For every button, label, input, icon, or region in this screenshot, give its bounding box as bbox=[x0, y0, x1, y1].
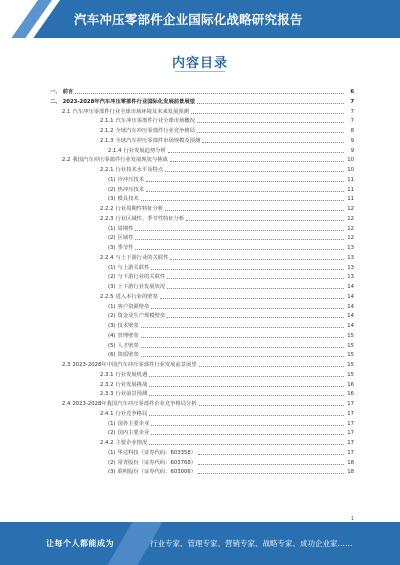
toc-entry-title: 我国汽车冲压零部件行业发展现状与挑战 bbox=[72, 157, 168, 164]
toc-dot-leader bbox=[186, 220, 344, 221]
toc-entry-page: 11 bbox=[347, 176, 354, 183]
toc-entry-page: 13 bbox=[347, 245, 354, 251]
toc-entry-page: 12 bbox=[347, 235, 354, 242]
toc-entry-title: 华达科技（证券代码：603358） bbox=[117, 449, 197, 456]
toc-entry-number: 2.1.1 bbox=[100, 118, 114, 125]
toc-entry[interactable] bbox=[62, 359, 354, 368]
toc-entry-title: 进入本行业的壁垒 bbox=[115, 293, 158, 300]
toc-entry-title: 汽车冲压零部件行业全球市场概况 bbox=[115, 118, 195, 125]
toc-entry-title: 资质壁垒 bbox=[117, 352, 139, 359]
toc-dot-leader bbox=[198, 473, 344, 474]
toc-entry-number: (2) bbox=[108, 274, 116, 281]
toc-dot-leader bbox=[135, 249, 344, 250]
toc-entry[interactable] bbox=[108, 193, 354, 202]
toc-entry-page: 18 bbox=[347, 469, 354, 476]
toc-entry[interactable] bbox=[100, 437, 354, 446]
toc-entry[interactable] bbox=[108, 271, 354, 280]
toc-entry-page: 7 bbox=[350, 98, 354, 105]
toc-entry-number: 2.4 bbox=[62, 401, 71, 407]
toc-dot-leader bbox=[141, 356, 344, 357]
toc-entry-page: 7 bbox=[350, 118, 354, 125]
toc-entry-page: 13 bbox=[347, 264, 354, 271]
toc-entry-page: 12 bbox=[347, 206, 354, 212]
toc-entry-page: 14 bbox=[347, 303, 354, 310]
toc-entry-number: (1) bbox=[108, 303, 116, 310]
toc-dot-leader bbox=[141, 337, 344, 338]
toc-entry[interactable] bbox=[108, 330, 354, 339]
toc-entry[interactable] bbox=[108, 320, 354, 329]
toc-entry[interactable] bbox=[100, 135, 354, 144]
toc-entry-title: 2023-2028年中国汽车冲压零部件行业发展前景展望 bbox=[72, 362, 197, 368]
toc-entry-number: (3) bbox=[108, 245, 116, 251]
toc-entry-title: 联明股份（证券代码：603006） bbox=[117, 469, 197, 476]
toc-dot-leader bbox=[141, 327, 344, 328]
toc-entry[interactable] bbox=[108, 174, 354, 183]
toc-entry-number: 2.3.3 bbox=[100, 391, 114, 398]
heading-rule bbox=[175, 71, 225, 72]
toc-dot-leader bbox=[149, 376, 344, 377]
toc-entry-number: (3) bbox=[108, 323, 116, 329]
toc-entry-number: (2) bbox=[108, 313, 116, 320]
toc-entry[interactable] bbox=[108, 145, 354, 154]
toc-entry-number: 2.2.1 bbox=[100, 167, 114, 173]
toc-entry-page: 10 bbox=[347, 157, 354, 164]
toc-entry-number: 2.3 bbox=[62, 362, 71, 368]
toc-dot-leader bbox=[151, 269, 344, 270]
toc-dot-leader bbox=[198, 454, 344, 455]
toc-entry-title: 行业周期性特征分析 bbox=[115, 206, 164, 212]
toc-entry-title: 行业发展挑战 bbox=[115, 381, 148, 388]
toc-entry-title: 国外主要企业 bbox=[117, 420, 150, 427]
toc-entry-title: 模具技术 bbox=[117, 196, 139, 203]
toc-entry[interactable] bbox=[108, 427, 354, 436]
footer-slogan-left: 让每个人都能成为 bbox=[46, 539, 114, 548]
toc-entry[interactable] bbox=[100, 213, 354, 222]
toc-entry[interactable] bbox=[100, 408, 354, 417]
toc-entry-number: (1) bbox=[108, 420, 116, 427]
toc-dot-leader bbox=[149, 386, 344, 387]
toc-entry[interactable] bbox=[100, 164, 354, 173]
toc-entry-page: 10 bbox=[347, 167, 354, 173]
report-header bbox=[0, 0, 400, 38]
report-footer bbox=[0, 522, 400, 565]
toc-entry-page: 12 bbox=[347, 225, 354, 232]
toc-entry-title: 周期性 bbox=[117, 225, 134, 232]
toc-entry[interactable] bbox=[108, 418, 354, 427]
toc-dot-leader bbox=[151, 434, 344, 435]
toc-entry-title: 与下游行业的关联性 bbox=[117, 274, 166, 281]
toc-entry-title: 热冲压技术 bbox=[117, 186, 145, 193]
toc-entry[interactable] bbox=[108, 457, 354, 466]
toc-entry[interactable] bbox=[50, 86, 354, 95]
toc-entry-title: 上下游行业发展状况 bbox=[117, 284, 166, 290]
toc-entry-number: (6) bbox=[108, 352, 116, 359]
toc-entry-page: 11 bbox=[347, 186, 354, 193]
toc-entry-title: 与上下游行业的关联性 bbox=[115, 254, 169, 261]
toc-entry-page: 17 bbox=[347, 410, 354, 417]
toc-entry[interactable] bbox=[108, 262, 354, 271]
toc-entry[interactable] bbox=[100, 252, 354, 261]
toc-entry-page: 7 bbox=[350, 108, 354, 115]
toc-entry-page: 15 bbox=[347, 342, 354, 349]
toc-dot-leader bbox=[75, 93, 344, 94]
toc-entry-title: 2023-2028年我国汽车冲压零部件企业竞争格局分析 bbox=[72, 401, 197, 407]
toc-entry-number: 2.1 bbox=[62, 108, 71, 115]
toc-entry-title: 国内主要企业 bbox=[117, 430, 150, 437]
toc-entry-page: 17 bbox=[347, 449, 354, 456]
toc-entry[interactable] bbox=[108, 223, 354, 232]
toc-entry-page: 15 bbox=[347, 362, 354, 368]
toc-entry[interactable] bbox=[100, 369, 354, 378]
toc-dot-leader bbox=[141, 200, 344, 201]
toc-entry-page: 14 bbox=[347, 284, 354, 290]
toc-heading: 内容目录 bbox=[171, 56, 228, 71]
toc-entry[interactable] bbox=[108, 466, 354, 475]
toc-dot-leader bbox=[135, 230, 344, 231]
toc-entry-number: (4) bbox=[108, 332, 116, 339]
toc-entry[interactable] bbox=[108, 184, 354, 193]
toc-entry[interactable] bbox=[108, 447, 354, 456]
toc-entry-page: 14 bbox=[347, 323, 354, 329]
toc-entry[interactable] bbox=[100, 203, 354, 212]
toc-entry-page: 9 bbox=[350, 137, 354, 144]
toc-entry-number: 2.1.4 bbox=[108, 147, 122, 154]
toc-entry-title: 技术壁垒 bbox=[117, 323, 139, 329]
toc-entry-page: 11 bbox=[347, 196, 354, 203]
toc-entry-title: 全球汽车冲压零部件行业竞争格局 bbox=[115, 128, 195, 134]
toc-entry-number: (2) bbox=[108, 235, 116, 242]
toc-entry-number: 2.3.2 bbox=[100, 381, 114, 388]
toc-entry-page: 14 bbox=[347, 313, 354, 320]
toc-dot-leader bbox=[170, 259, 344, 260]
toc-entry-title: 2023-2028年汽车冲压零部件行业国际化发展前景展望 bbox=[62, 98, 195, 105]
toc-entry-number: (1) bbox=[108, 449, 116, 456]
toc-entry-page: 15 bbox=[347, 352, 354, 359]
table-of-contents bbox=[0, 86, 400, 516]
toc-dot-leader bbox=[199, 405, 344, 406]
toc-entry-number: (1) bbox=[108, 176, 116, 183]
toc-entry[interactable] bbox=[108, 349, 354, 358]
toc-entry-page: 8 bbox=[350, 128, 354, 134]
toc-entry[interactable] bbox=[62, 106, 354, 115]
toc-entry-title: 行业前景预测 bbox=[115, 391, 148, 398]
toc-entry-page: 17 bbox=[347, 401, 354, 407]
toc-entry-number: (1) bbox=[108, 225, 116, 232]
toc-entry-page: 13 bbox=[347, 254, 354, 261]
toc-entry-page: 17 bbox=[347, 430, 354, 437]
toc-entry[interactable] bbox=[100, 291, 354, 300]
toc-entry-page: 12 bbox=[347, 215, 354, 222]
toc-entry-page: 15 bbox=[347, 332, 354, 339]
toc-dot-leader bbox=[199, 366, 344, 367]
toc-dot-leader bbox=[149, 444, 344, 445]
toc-entry-number: 2.2.5 bbox=[100, 293, 114, 300]
toc-dot-leader bbox=[167, 288, 344, 289]
toc-entry-page: 14 bbox=[347, 293, 354, 300]
toc-dot-leader bbox=[165, 171, 344, 172]
toc-entry-number: 2.4.2 bbox=[100, 440, 114, 446]
toc-entry-title: 行业发展趋势分析 bbox=[123, 147, 166, 154]
toc-entry-number: 2.2.2 bbox=[100, 206, 114, 212]
toc-entry-title: 全球汽车冲压零部件市场规模及预测 bbox=[115, 137, 201, 144]
toc-entry-page: 17 bbox=[347, 420, 354, 427]
toc-entry[interactable] bbox=[108, 242, 354, 251]
toc-dot-leader bbox=[149, 415, 344, 416]
toc-entry-title: 常青股份（证券代码：603768） bbox=[117, 459, 197, 466]
toc-entry[interactable] bbox=[108, 281, 354, 290]
toc-entry-title: 行业技术水平及特点 bbox=[115, 167, 164, 173]
toc-entry-title: 主要企业情况 bbox=[115, 440, 148, 446]
toc-entry[interactable] bbox=[108, 310, 354, 319]
footer-slogan-right: 行业专家、管理专家、营销专家、战略专家、成功企业家…… bbox=[150, 539, 353, 548]
toc-entry[interactable] bbox=[100, 115, 354, 124]
toc-entry-number: (3) bbox=[108, 196, 116, 203]
toc-dot-leader bbox=[167, 317, 344, 318]
toc-entry-title: 季节性 bbox=[117, 245, 134, 251]
toc-dot-leader bbox=[197, 132, 344, 133]
toc-entry-title: 人才壁垒 bbox=[117, 342, 139, 349]
toc-entry[interactable] bbox=[62, 154, 354, 163]
toc-entry[interactable] bbox=[100, 379, 354, 388]
toc-entry-number: 2.2 bbox=[62, 157, 71, 164]
toc-dot-leader bbox=[191, 113, 344, 114]
toc-entry-title: 行业竞争格局 bbox=[115, 410, 148, 417]
report-title: 汽车冲压零部件企业国际化战略研究报告 bbox=[74, 12, 303, 27]
toc-entry-title: 冷冲压技术 bbox=[117, 176, 145, 183]
toc-dot-leader bbox=[151, 425, 344, 426]
toc-dot-leader bbox=[141, 347, 344, 348]
toc-entry-number: (5) bbox=[108, 342, 116, 349]
toc-entry-number: 2.1.3 bbox=[100, 137, 114, 144]
toc-dot-leader bbox=[146, 191, 344, 192]
toc-dot-leader bbox=[170, 161, 344, 162]
toc-entry-page: 16 bbox=[347, 391, 354, 398]
toc-entry-title: 行业发展机遇 bbox=[115, 371, 148, 378]
toc-entry-page: 16 bbox=[347, 381, 354, 388]
toc-entry-title: 行业区域性、季节性特征分析 bbox=[115, 215, 185, 222]
toc-entry-page: 17 bbox=[347, 440, 354, 446]
toc-dot-leader bbox=[146, 181, 344, 182]
toc-entry-title: 汽车冲压零部件行业全球市场环境及未来发展预测 bbox=[72, 108, 189, 115]
toc-entry[interactable] bbox=[100, 388, 354, 397]
toc-entry[interactable] bbox=[50, 96, 354, 105]
toc-entry[interactable] bbox=[108, 340, 354, 349]
toc-dot-leader bbox=[202, 142, 344, 143]
toc-entry-title: 客户资源壁垒 bbox=[117, 303, 150, 310]
toc-entry[interactable] bbox=[100, 125, 354, 134]
toc-entry-title: 与上游关联性 bbox=[117, 264, 150, 271]
toc-entry[interactable] bbox=[108, 301, 354, 310]
toc-entry-number: (2) bbox=[108, 459, 116, 466]
toc-dot-leader bbox=[165, 210, 344, 211]
toc-entry-number: 2.2.3 bbox=[100, 215, 114, 222]
toc-entry-number: 2.1.2 bbox=[100, 128, 114, 134]
toc-entry-title: 前言 bbox=[62, 89, 74, 95]
toc-entry-number: 二、 bbox=[50, 98, 61, 105]
page-number: 1 bbox=[350, 516, 354, 522]
toc-entry-page: 15 bbox=[347, 371, 354, 378]
toc-entry-title: 区域性 bbox=[117, 235, 134, 242]
toc-entry-number: 2.4.1 bbox=[100, 410, 114, 417]
toc-entry-number: 2.2.4 bbox=[100, 254, 114, 261]
toc-entry-number: 一、 bbox=[50, 89, 61, 95]
toc-entry-page: 13 bbox=[347, 274, 354, 281]
toc-dot-leader bbox=[149, 395, 344, 396]
toc-entry[interactable] bbox=[108, 232, 354, 241]
toc-dot-leader bbox=[197, 103, 344, 104]
toc-entry-number: (3) bbox=[108, 284, 116, 290]
toc-dot-leader bbox=[167, 278, 344, 279]
toc-entry[interactable] bbox=[62, 398, 354, 407]
toc-entry-number: (2) bbox=[108, 430, 116, 437]
toc-dot-leader bbox=[135, 239, 344, 240]
toc-dot-leader bbox=[197, 122, 344, 123]
toc-entry-page: 18 bbox=[347, 459, 354, 466]
toc-entry-title: 资金及生产规模壁垒 bbox=[117, 313, 166, 320]
toc-dot-leader bbox=[168, 152, 344, 153]
toc-entry-number: 2.3.1 bbox=[100, 371, 114, 378]
toc-entry-page: 9 bbox=[350, 147, 354, 154]
toc-dot-leader bbox=[160, 298, 344, 299]
toc-entry-number: (3) bbox=[108, 469, 116, 476]
toc-entry-page: 6 bbox=[350, 89, 354, 95]
toc-entry-number: (2) bbox=[108, 186, 116, 193]
toc-entry-title: 管理壁垒 bbox=[117, 332, 139, 339]
toc-dot-leader bbox=[198, 464, 344, 465]
toc-dot-leader bbox=[151, 308, 344, 309]
toc-entry-number: (1) bbox=[108, 264, 116, 271]
